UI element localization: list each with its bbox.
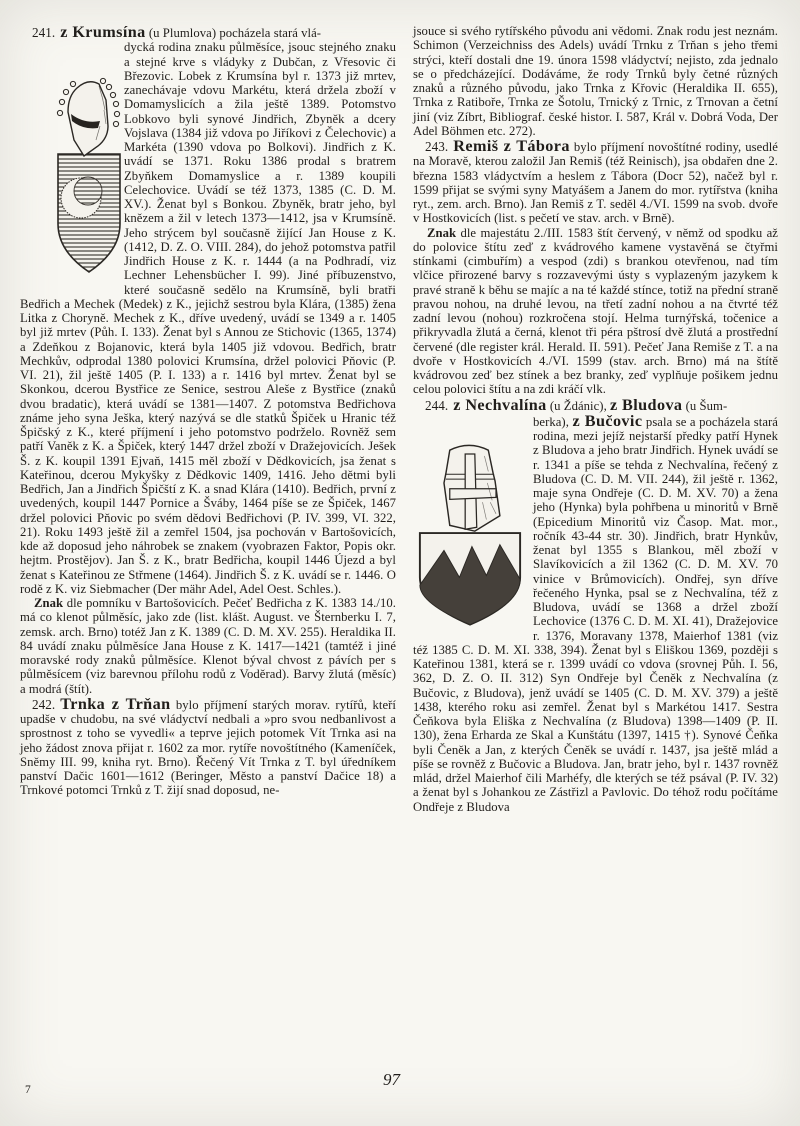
entry-241-znak-paragraph	[20, 596, 396, 696]
entry-242-title: Trnka z Trňan	[60, 694, 171, 713]
entry-242-number: 242.	[32, 696, 56, 712]
bludov-coat-of-arms-illustration	[413, 413, 533, 639]
entry-243-znak-label: Znak	[427, 225, 457, 240]
entry-244-title-bludova: z Bludova	[610, 395, 683, 414]
krumsin-coat-of-arms-illustration	[20, 40, 124, 284]
entry-241-flow	[20, 40, 396, 696]
three-peaks-shield-helm-drawing	[417, 441, 523, 629]
entry-244	[413, 397, 778, 814]
entry-244-flow	[413, 413, 778, 814]
entry-242-body-text: bylo příjmení starých morav. rytířů, kteří upadše v chudobu, na své vládyctví nedbali a »pro svou nedbanlivost a sprostnost z toho se vyvedli« a teprve jejich potomek Vít Trnka asi na jeho žádost znova přijat r. 1602 za mor. rytíře novoštítného (Kameníček, Sněmy III. 99, kniha ryt. Brno). Řečený Vít Trnka z T. byl úředníkem panství Dačic 1601—1612 (Beringer, Město a panství Dačice 18) a Trnkové potomci Trnků z T. žijí snad doposud, ne-	[20, 697, 396, 798]
entry-243-body-text: bylo příjmení novoštítné rodiny, usedlé na Moravě, kterou založil Jan Remiš (též Reinisch), jsa obdařen dne 2. března 1583 vládyctvím a heslem z Tábora (Docr 52), načež byl r. 1599 přijat se svými syny Matyášem a Janem do mor. rytířstva (kniha ryt., zem. arch. Brno). Jan Remiš z T. seděl 4./VI. 1599 na svob. dvoře v Hostkovicích (list. s pečetí ve stav. arch. v Brně).	[413, 140, 778, 226]
entry-244-title-bucovic: z Bučovic	[572, 411, 643, 430]
entry-242	[20, 696, 396, 798]
entry-241-znak-text: dle pomníku v Bartošovicích. Pečeť Bedřicha z K. 1383 14./10. má co klenot půlměsíc, jako zde (list. klášt. August. ve Šternberku I. 7, zemsk. arch. Brno) totéž Jan z K. 1389 (C. D. M. XV. 255). Heraldika II. 84 uvádí znaku půlměsíce Jana House z K. 1417—1421 (tamtéž i jiné moravské rody znaků půlměsíce. Klenot býval chvost z pávích per s půlměsícem (viz barevnou přílohu rodů z Voděrad). Barvy žlutá (měsíc) a modrá (štít).	[20, 596, 396, 696]
entry-243	[413, 138, 778, 397]
entry-244-reg2: (u Šum-	[682, 398, 728, 413]
entry-244-heading	[413, 397, 778, 413]
right-column	[413, 24, 778, 814]
entry-244-body-text: psala se a pocházela stará rodina, mezi jejíž nejstarší předky patří Hynek z Bludova a jeho bratr Jindřich. Hynek uvádí se r. 1341 a píše se tehda z Nechvalína, řečený z Bludova (C. D. M. VII. 244), žil ještě r. 1362, maje syna Ondřeje (C. D. M. XV. 70) a žena jeho (Hynka) byla pohřbena u minoritů v Brně (Epicedium Minoritů viz Časop. Mat. mor., ročník 43-44 str. 30). Jindřich, bratr Hynkův, ženat byl 1355 s Blankou, měl zboží v Slavíkovicích a žil 1362 (C. D. M. XV. 70 vinice v Brůmovicích). Ondřej, syn dříve řečeného Hynka, psal se z Nechvalína, též z Bludova, uvádí se 1368 a držel zboží Lechovice (1376 C. D. M. XI. 41), Dražejovice r. 1376, Moravany 1378, Maierhof 1381 (viz též 1385 C. D. M. XI. 338, 394). Ženat byl s Eliškou 1369, později s Kateřinou 1381, která se r. 1399 uvádí co vdova (srovnej Půh. I. 56, 362, D. Z. O. II. 312) Syn Ondřeje byl Čeněk z Nechvalína (z Bučovic, z Bludova), jenž uvádí se 1405 (C. D. M. XV. 379) a ještě 1438, kterého roku asi zemřel. Ženat byl s Markétou 1417. Sestra Čeňkova byla Eliška z Nechvalína (z Bludova) 1398—1409 (P. II. 130), žena Erharda ze Skal a Kunštátu (1397, 1415 †). Synové Čeňka byli Čeněk a Jan, z kterých Čeněk se uvádí r. 1437, jsa ještě mlád a píše se rovněž z Bučovic a Bludova. Jan, bratr jeho, byl r. 1437 rovněž mlád, držel Maierhof čili Marhéfy, dle kterých se též psával (P. IV. 32) a ženat byl s Johankou ze Zástřizl a Pavlovic. Do téhož rodu počítáme Ondřeje z Bludova	[413, 414, 778, 814]
entry-243-title: Remiš z Tábora	[453, 137, 570, 155]
entry-242-continuation: jsouce si svého rytířského původu ani vědomi. Znak rodu jest neznám. Schimon (Verzeichniss des Adels) uvádí Trnku z Trňan s jeho třemi strýci, kteří dostali dne 19. února 1598 vládyctví; nejisto, zda jednalo se o předcházející. Dodáváme, že rody Trnků byly četné různých znaků a různého původu, jako Trnka z Křovic (Heraldika II. 655), Trnka z Ratiboře, Trnka ze Šotolu, Trnický z Trnic, z Trnovan a četní jiní (viz Zíbrt, Bibliograf. české histor. I. 587, Král v. Dobrá Voda, Der Adel Böhmen etc. 272).	[413, 24, 778, 138]
entry-241-lead-text: (u Plumlova) pocházela stará vlá-	[145, 26, 322, 40]
entry-241-znak-label: Znak	[34, 596, 64, 610]
entry-243-znak-paragraph	[413, 226, 778, 397]
entry-244-reg1: (u Ždánic),	[546, 398, 611, 413]
entry-241	[20, 24, 396, 696]
entry-243-znak-text: dle majestátu 2./III. 1583 štít červený, v němž od spodku až do polovice štítu zeď z kvádrového kamene vystavěná se čtyřmi stínkami (cimbuřím) a vespod (zdi) s brankou otevřenou, nad tím vlčice přirozené barvy s rozzavevými ústy s vyplazeným jazykem k pravé straně k běhu se majíc a na té každé stínce, totiž na přední straně pravou nohou, na druhé levou, na třetí zadní nohou a na čtvrté též zadní levou (nohou) rozkročena stojí. Helma turnýřská, točenice a přikryvadla žlutá a černá, klenot tři péra pštrosí dvě žlutá a prostřední červené (dle register král. Herald. II. 591). Pečeť Jana Remiše z T. a na dvoře v Hostkovicích 4./VI. 1599 (stav. arch. Brno) má na štítě kvádrovou zeď bez stínek a bez branky, zeď vyplňuje pošikem jednu celou polovici štítu a na zdi kráčí vlk.	[413, 225, 778, 397]
entry-241-number: 241.	[32, 25, 56, 40]
entry-244-body-pre: berka),	[533, 414, 573, 429]
entry-241-body: dycká rodina znaku půlměsíce, jsouc stejného znaku a stejné krve s vládyky z Dubčan, z Vřesovic či Březovic. Lobek z Krumsína byl r. 1373 již mrtev, zanechávaje vdovu Markétu, která držela zboží v Domamyslicích a žila ještě 1389. Potomstvo Lobkovo byli synové Jindřich, Zbyněk a dcery Vojslava (1384 již vdova po Jiříkovi z Čelechovic) a Markéta (1390 vdova po Bolkovi). Jindřich z K. uvádí se 1371. Roku 1386 prodal s bratrem Zbyňkem Domamyslice a r. 1389 koupili Celechovice. Uvádí se též 1373, 1385 (C. D. M. XV.). Ženat byl s Bonkou. Zbyněk, bratr jeho, byl knězem a žil v letech 1373—1412, jsa v Krumsíně. Jeho strýcem byl současně žijící Jan House z K. (1412, D. Z. O. VIII. 284), do jehož potomstva patřil Jindřich House z K. r. 1444 (a na Podhradí, viz Lechner Lehensbücher I. 99). Jiné příbuzenstvo, které současně sedělo na Krumsíně, byli bratři Bedřich a Mechek (Medek) z K., jejichž sestrou byla Klára, (1385) žena Litka z Choryně. Mechek z K., dříve uvedený, uvádí se 1349 a r. 1405 byl již mrtev (Půh. I. 133). Ženat byl s Annou ze Stichovic (1365, 1374) a Zdeňkou z Bojanovic, která byla 1405 již vdovou. Bedřich, bratr Mechkův, odprodal 1380 polovici Krumsína, držel polovici Pňovic (P. VI. 21), žil ještě 1405 (P. I. 133) a r. 1416 byl mrtev. Ženat byl se Skonkou, dcerou Bystřice ze Senice, sestrou Aleše z Bystřice (znaků dvou bradatic), která uvádí se 1381—1407. Z potomstva Bedřichova známe jeho syna Ješka, který nazývá se dle statků Špiček u Hranic též Špičský z K., které příjmení i jeho potomstvo podrželo. Rovněž sem patří Vaněk z K. a Špiček, který 1447 držel zboží v Dražejovicích. Ješek Š. z K. koupil 1391 Ejvaň, 1415 měl zboží v Dědkovicích, jsa ženat s Kateřinou, dcerou Mykyšky z Dědkovic 1409, 1416. Jeho dětmi byli Bedřich, Jan a Jindřich Špičští z K. a snad Klára (1410). Bedřich, první z uvedených, koupil 1447 Pornice a Šváby, 1464 píše se ze Špiček, 1467 držel polovici Pňovic po svém dědovi Bedřichovi (P. IV. 399, VI. 322, 21). Roku 1493 ještě žil a zemřel 1504, jsa pochován v Bartošovicích, kde až doposud jeho náhrobek se znakem (vyobrazen Faktor, Popis okr. hejtm. Prostějov). Jan Š. z K., bratr Bedřicha, koupil 1446 Újezd a byl ženat s Kateřinou ze Střmene (1464). Jindřich Š. z K. uvádí se r. 1446. O rodě z K. viz Siebmacher (Der mähr Adel, Adel Oest. Schles.).	[20, 40, 396, 596]
entry-242-paragraph	[20, 696, 396, 798]
entry-241-heading	[20, 24, 396, 40]
entry-241-title: z Krumsína	[60, 23, 146, 41]
entry-243-paragraph	[413, 138, 778, 226]
signature-mark: 7	[25, 1084, 32, 1096]
entry-244-number: 244.	[425, 397, 449, 413]
page-number: 97	[383, 1070, 400, 1089]
crescent-shield-helm-drawing	[56, 74, 122, 276]
entry-244-title-nechvalina: z Nechvalína	[453, 395, 547, 414]
entry-243-number: 243.	[425, 139, 449, 154]
left-column	[20, 24, 396, 814]
